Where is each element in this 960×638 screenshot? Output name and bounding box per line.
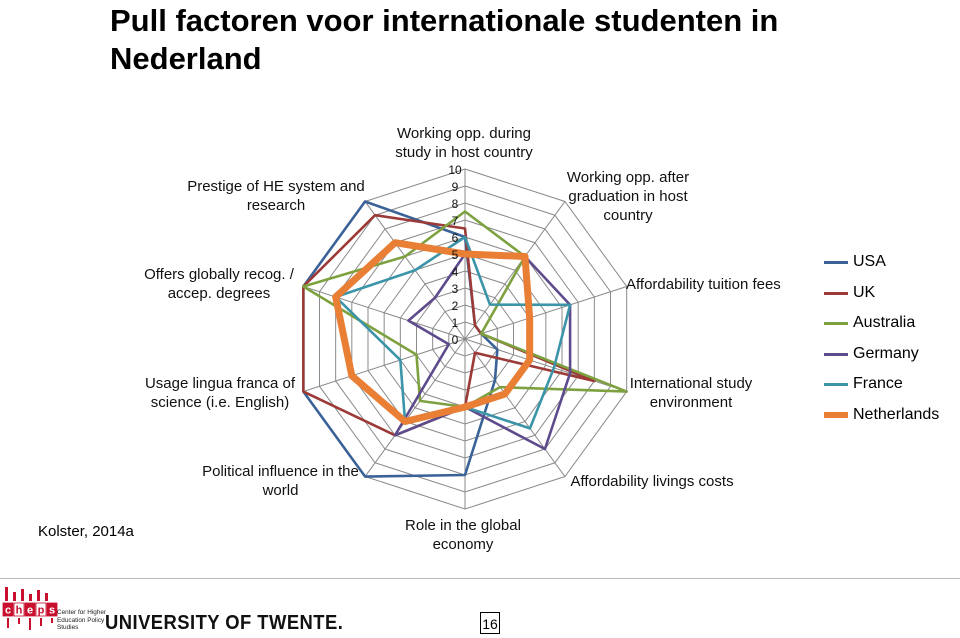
chart-legend [820, 250, 960, 433]
cheps-logo-bar [40, 618, 42, 626]
legend-label: France [853, 375, 903, 392]
axis-label: Offers globally recog. / accep. degrees [144, 266, 294, 302]
legend-swatch [824, 353, 848, 356]
axis-label: Role in the global economy [405, 517, 521, 553]
axis-label: Prestige of HE system and research [187, 178, 365, 214]
grid-spoke [465, 339, 565, 477]
citation: Kolster, 2014a [38, 523, 134, 540]
legend-item-germany [820, 342, 960, 373]
page-title: Pull factoren voor internationale studenten in Nederland [110, 3, 779, 76]
cheps-logo-bar [13, 592, 16, 601]
axis-label: International study environment [629, 375, 753, 411]
tick-label: 7 [451, 214, 459, 228]
cheps-logo-letter: e [26, 604, 34, 617]
axis-label: Political influence in the world [202, 463, 359, 499]
axis-label: Usage lingua franca of science (i.e. English) [144, 375, 296, 411]
legend-label: Germany [853, 344, 919, 362]
tick-label: 8 [451, 197, 459, 211]
tick-label: 3 [451, 282, 459, 296]
cheps-logo-letters [3, 603, 57, 630]
cheps-logo-bar [29, 594, 32, 601]
tick-label: 0 [451, 333, 459, 347]
cheps-logo-letter: c [4, 604, 12, 617]
legend-swatch [824, 261, 848, 264]
legend-item-france [820, 372, 960, 403]
legend-item-australia [820, 311, 960, 342]
legend-item-uk [820, 281, 960, 312]
axis-label: Affordability tuition fees [626, 276, 781, 293]
cheps-logo-letter: p [37, 604, 45, 617]
tick-label: 6 [451, 231, 459, 245]
tick-label: 2 [451, 299, 459, 313]
page-number: 16 [480, 612, 500, 634]
legend-label: Australia [853, 314, 916, 331]
legend-item-netherlands [820, 403, 960, 434]
legend-item-usa [820, 250, 960, 281]
cheps-logo-bar [29, 618, 31, 630]
cheps-logo-bar [18, 618, 20, 624]
cheps-logo [2, 585, 58, 635]
legend-swatch [824, 383, 848, 386]
tick-label: 9 [451, 180, 459, 194]
legend-label: Netherlands [853, 405, 940, 423]
cheps-logo-lower-bars [7, 618, 53, 630]
cheps-logo-bar [45, 593, 48, 601]
tick-label: 4 [451, 265, 459, 279]
cheps-logo-letter: h [15, 604, 23, 617]
axis-label: Working opp. during study in host country [395, 125, 533, 161]
tick-label: 10 [448, 163, 462, 177]
cheps-logo-bar [37, 590, 40, 601]
axis-label: Working opp. after graduation in host country [566, 169, 690, 224]
cheps-logo-bars [5, 587, 48, 601]
legend-swatch [824, 292, 848, 295]
legend-swatch [824, 412, 848, 418]
footer-divider [0, 578, 960, 579]
university-logo-text: UNIVERSITY OF TWENTE. [105, 612, 344, 634]
cheps-logo-bar [7, 618, 9, 628]
legend-label: UK [853, 283, 876, 301]
cheps-name: Center for Higher Education Policy Studies [57, 609, 107, 631]
cheps-logo-bar [51, 618, 53, 623]
cheps-logo-bar [5, 587, 8, 601]
tick-label: 5 [451, 248, 459, 262]
cheps-logo-letter: s [48, 604, 56, 617]
cheps-logo-bar [21, 589, 24, 601]
legend-label: USA [853, 253, 886, 270]
legend-swatch [824, 322, 848, 325]
axis-label: Affordability livings costs [570, 473, 734, 490]
tick-label: 1 [451, 316, 459, 330]
